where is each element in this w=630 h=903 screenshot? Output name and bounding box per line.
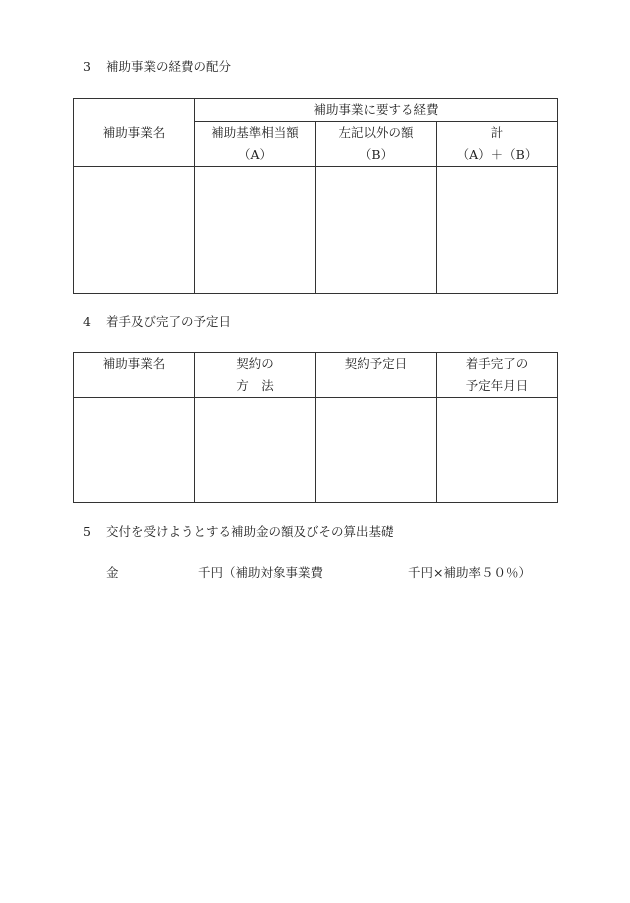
header-col-total-line1: 計 — [490, 125, 504, 140]
table-row — [74, 398, 558, 503]
header-col-b-line1: 左記以外の額 — [338, 125, 414, 140]
amount-unit-detail: 千円（補助対象事業費 — [198, 565, 324, 580]
header-col-b-line2: （B） — [358, 147, 394, 162]
section3-heading: 補助事業の経費の配分 — [106, 59, 232, 74]
header-col-a-line1: 補助基準相当額 — [211, 125, 299, 140]
cell-contract-date[interactable] — [316, 398, 437, 503]
header-expense-group — [195, 99, 558, 122]
expense-allocation-table — [73, 98, 558, 294]
header-schedule-date-line1: 着手完了の — [465, 356, 529, 371]
cell-project-name[interactable] — [74, 398, 195, 503]
section4-number: 4 — [83, 314, 91, 329]
cell-col-a[interactable] — [195, 167, 316, 294]
header-project-name-label: 補助事業名 — [102, 124, 166, 140]
header-col-a-line2: （A） — [237, 147, 273, 162]
header-schedule-date — [437, 353, 558, 398]
header-expense-group-label: 補助事業に要する経費 — [313, 102, 439, 117]
section4-heading: 着手及び完了の予定日 — [106, 314, 232, 329]
cell-col-total[interactable] — [437, 167, 558, 294]
header-project-name — [74, 353, 195, 398]
header-col-total-line2: （A）＋（B） — [456, 147, 538, 162]
amount-prefix: 金 — [106, 565, 119, 580]
cell-schedule-date[interactable] — [437, 398, 558, 503]
header-contract-date-label: 契約予定日 — [344, 356, 408, 371]
section5-number: 5 — [83, 524, 91, 539]
section3-number: 3 — [83, 59, 91, 74]
header-project-name — [74, 99, 195, 167]
header-contract-method-line1: 契約の — [236, 356, 274, 371]
cell-col-b[interactable] — [316, 167, 437, 294]
header-schedule-date-line2: 予定年月日 — [465, 378, 529, 393]
cell-contract-method[interactable] — [195, 398, 316, 503]
schedule-table — [73, 352, 558, 503]
cell-project-name[interactable] — [74, 167, 195, 294]
subsidy-rate-text: 千円×補助率５０％） — [408, 565, 531, 580]
header-contract-method-line2: 方 法 — [236, 378, 274, 393]
header-col-total — [437, 122, 558, 167]
header-contract-method — [195, 353, 316, 398]
header-project-name-label: 補助事業名 — [102, 356, 166, 371]
header-col-b — [316, 122, 437, 167]
table-row — [74, 167, 558, 294]
header-col-a — [195, 122, 316, 167]
section5-heading: 交付を受けようとする補助金の額及びその算出基礎 — [106, 524, 394, 539]
header-contract-date — [316, 353, 437, 398]
